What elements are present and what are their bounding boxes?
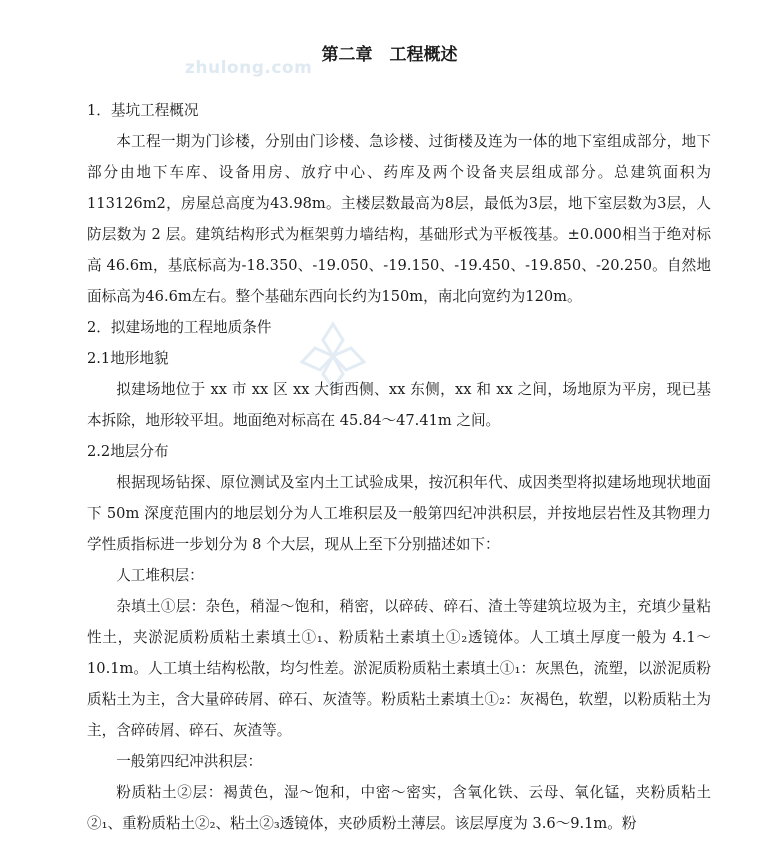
document-title: 第二章 工程概述 — [321, 45, 458, 65]
document-body — [87, 95, 711, 839]
section-heading-1: 1．基坑工程概况 — [87, 102, 199, 119]
paragraph-terrain: 拟建场地位于 xx 市 xx 区 xx 大街西侧、xx 东侧，xx 和 xx 之间，场地原为平房，现已基本拆除，地形较平坦。地面绝对标高在 45.84～47.41m 之间。 — [87, 381, 711, 429]
paragraph-project-overview: 本工程一期为门诊楼，分别由门诊楼、急诊楼、过街楼及连为一体的地下室组成部分，地下部分由地下车库、设备用房、放疗中心、药库及两个设备夹层组成部分。总建筑面积为113126m2，房屋总高度为43.98m。主楼层数最高为8层，最低为3层，地下室层数为3层，人防层数为 2 层。建筑结构形式为框架剪力墙结构，基础形式为平板筏基。±0.000相当于绝对标高 46.6m，基底标高为-18.350、-19.050、-19.150、-19.450、-19.850、-20.250。自然地面标高为46.6m左右。整个基础东西向长约为150m，南北向宽约为120m。 — [87, 133, 711, 305]
paragraph-silty-clay-layer: 粉质粘土②层：褐黄色，湿～饱和，中密～密实，含氧化铁、云母、氧化锰，夹粉质粘土②₁、重粉质粘土②₂、粘土②₃透镜体，夹砂质粉土薄层。该层厚度为 3.6～9.1m。粉 — [87, 784, 711, 832]
watermark-site-text: zhulong.com — [185, 58, 313, 78]
subheading-artificial-fill: 人工堆积层： — [116, 567, 204, 584]
paragraph-fill-layer: 杂填土①层：杂色，稍湿～饱和，稍密，以碎砖、碎石、渣土等建筑垃圾为主，充填少量粘性土，夹淤泥质粉质粘土素填土①₁、粉质粘土素填土①₂透镜体。人工填土厚度一般为 4.1～10.1m。人工填土结构松散，均匀性差。淤泥质粉质粘土素填土①₁：灰黑色，流塑，以淤泥质粉质粘土为主，含大量碎砖屑、碎石、灰渣等。粉质粘土素填土①₂：灰褐色，软塑，以粉质粘土为主，含碎砖屑、碎石、灰渣等。 — [87, 598, 711, 739]
section-heading-2-2: 2.2地层分布 — [87, 443, 169, 460]
section-heading-2-1: 2.1地形地貌 — [87, 350, 169, 367]
paragraph-strata-intro: 根据现场钻探、原位测试及室内土工试验成果，按沉积年代、成因类型将拟建场地现状地面下 50m 深度范围内的地层划分为人工堆积层及一般第四纪冲洪积层，并按地层岩性及其物理力学性质指标进一步划分为 8 个大层，现从上至下分别描述如下： — [87, 474, 711, 553]
section-heading-2: 2．拟建场地的工程地质条件 — [87, 319, 272, 336]
subheading-quaternary: 一般第四纪冲洪积层： — [116, 753, 263, 770]
